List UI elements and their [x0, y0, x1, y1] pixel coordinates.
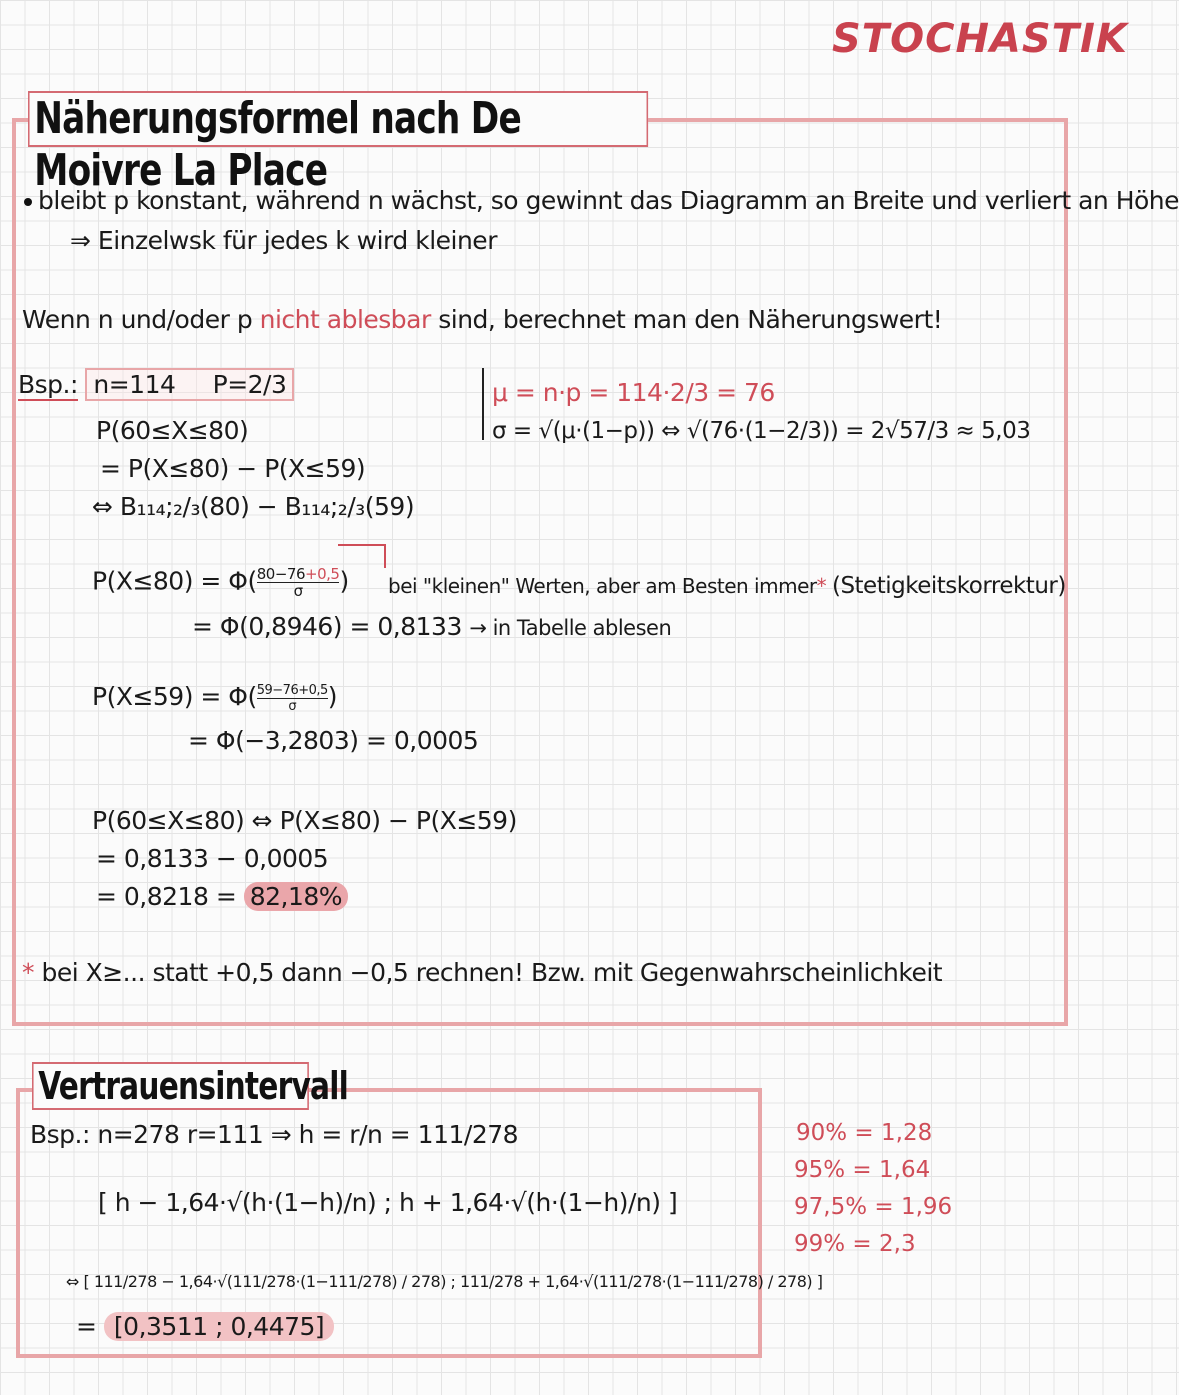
z-value-95: 95% = 1,64: [794, 1157, 931, 1183]
example-line: [18, 370, 294, 399]
phi80-note: bei "kleinen" Werten, aber am Besten immer* (Stetigkeitskorrektur): [388, 573, 1066, 599]
footnote: * bei X≥... statt +0,5 dann −0,5 rechnen! Bzw. mit Gegenwahrscheinlichkeit: [22, 958, 943, 987]
z-value-99: 99% = 2,3: [794, 1231, 916, 1257]
z-value-975: 97,5% = 1,96: [794, 1194, 953, 1220]
bullet-dot: [24, 198, 32, 206]
section2-heading: Vertrauensintervall: [32, 1062, 309, 1110]
example-label: Bsp.:: [18, 370, 78, 399]
side-divider: [482, 368, 484, 440]
z-value-90: 90% = 1,28: [796, 1120, 933, 1146]
final-line-2: = 0,8133 − 0,0005: [96, 844, 329, 873]
rule-highlight: nicht ablesbar: [259, 305, 431, 334]
example-params: n=114 P=2/3: [85, 368, 294, 401]
rule-line: Wenn n und/oder p nicht ablesbar sind, berechnet man den Näherungswert!: [22, 305, 943, 334]
section1-heading: Näherungsformel nach De Moivre La Place: [28, 91, 648, 147]
phi80-fraction: $\frac{80-76+0,5}{\sigma}$: [256, 565, 340, 600]
final-percent-badge: 82,18%: [244, 882, 348, 911]
mu-line: μ = n·p = 114·2/3 = 76: [492, 378, 775, 407]
ci-expanded: ⇔ [ 111/278 − 1,64·√(111/278·(1−111/278) / 278) ; 111/278 + 1,64·√(111/278·(1−111/278) / 278) ]: [66, 1272, 823, 1291]
p-line-3: ⇔ B₁₁₄;₂/₃(80) − B₁₁₄;₂/₃(59): [92, 492, 415, 521]
phi59-fraction: $\frac{59-76+0,5}{\sigma}$: [256, 682, 328, 714]
ci-result-badge: [0,3511 ; 0,4475]: [104, 1312, 334, 1341]
correction-bracket: [338, 544, 386, 568]
phi59-result: = Φ(−3,2803) = 0,0005: [188, 726, 479, 755]
phi59-line: P(X≤59) = Φ( $\frac{59-76+0,5}{\sigma}$ ): [92, 682, 338, 714]
phi80-line: P(X≤80) = Φ( $\frac{80-76+0,5}{\sigma}$ ): [92, 565, 349, 600]
p-line-2: = P(X≤80) − P(X≤59): [100, 454, 366, 483]
sigma-line: σ = √(μ·(1−p)) ⇔ √(76·(1−2/3)) = 2√57/3 ≈ 5,03: [492, 418, 1031, 444]
final-line-3: = 0,8218 = 82,18%: [96, 882, 348, 911]
p-line-1: P(60≤X≤80): [96, 416, 249, 445]
ci-result-line: = [0,3511 ; 0,4475]: [76, 1312, 334, 1341]
footnote-star: *: [22, 958, 34, 987]
bullet-line: bleibt p konstant, während n wächst, so gewinnt das Diagramm an Breite und verliert an Höhe: [24, 186, 1179, 215]
ci-formula: [ h − 1,64·√(h·(1−h)/n) ; h + 1,64·√(h·(1−h)/n) ]: [98, 1188, 678, 1217]
subject-title: STOCHASTIK: [832, 16, 1128, 62]
arrow-line: ⇒ Einzelwsk für jedes k wird kleiner: [70, 226, 497, 255]
phi80-result: = Φ(0,8946) = 0,8133 → in Tabelle ablesen: [192, 612, 672, 641]
ci-example: Bsp.: n=278 r=111 ⇒ h = r/n = 111/278: [30, 1120, 519, 1149]
final-line-1: P(60≤X≤80) ⇔ P(X≤80) − P(X≤59): [92, 806, 517, 835]
